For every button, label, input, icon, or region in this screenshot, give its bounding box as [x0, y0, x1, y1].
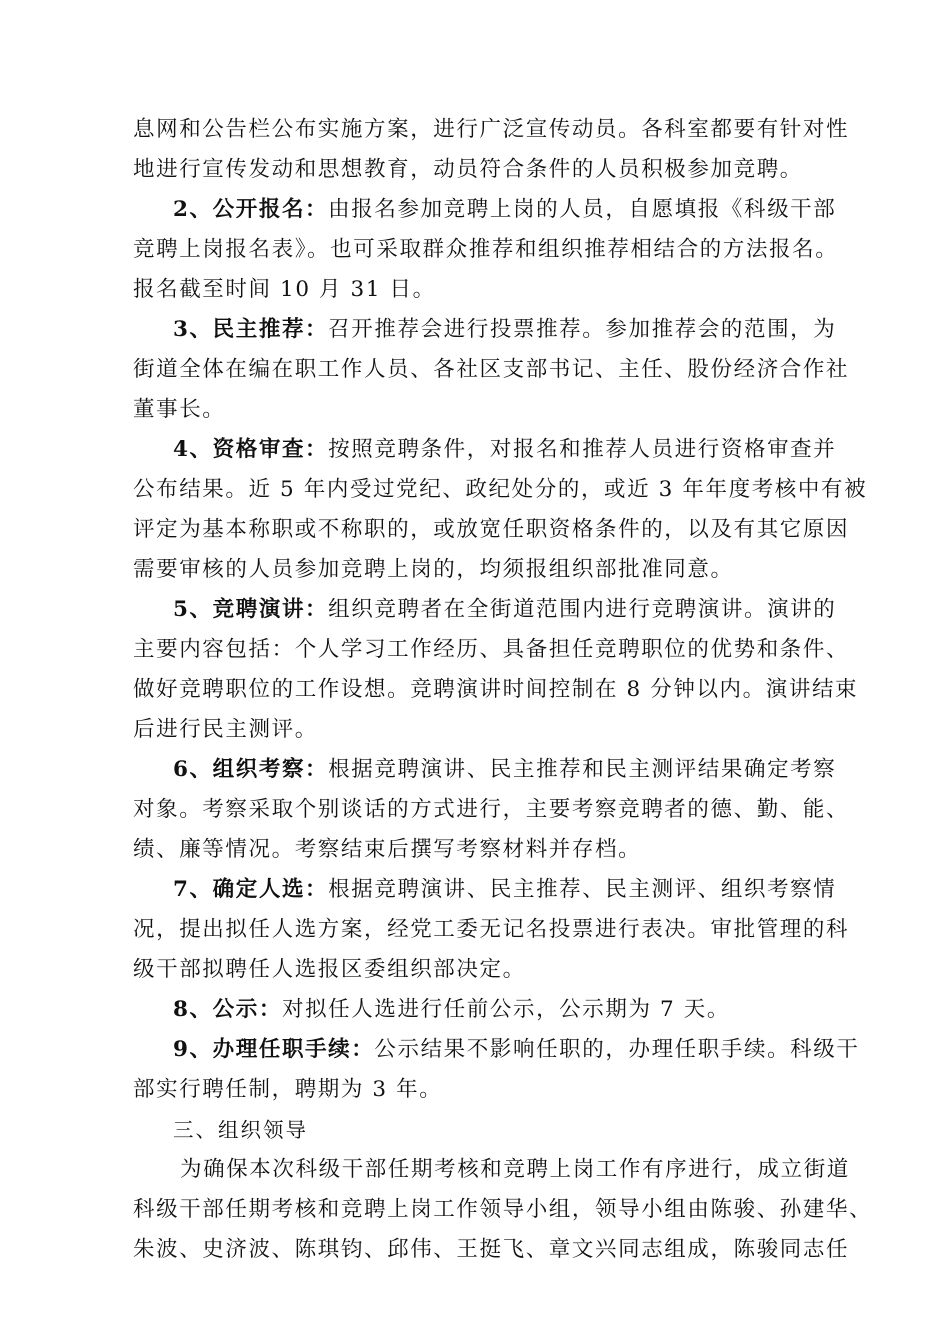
paragraph-line: 主要内容包括：个人学习工作经历、具备担任竞聘职位的优势和条件、	[133, 637, 850, 662]
paragraph-line: 公布结果。近 5 年内受过党纪、政纪处分的，或近 3 年年度考核中有被	[133, 477, 868, 502]
step-3-label: 3、民主推荐：	[173, 317, 329, 342]
step-5-line	[173, 590, 837, 630]
step-8-label: 8、公示：	[173, 997, 282, 1022]
step-7-line	[173, 870, 837, 910]
paragraph-line: 况，提出拟任人选方案，经党工委无记名投票进行表决。审批管理的科	[133, 917, 850, 942]
section-heading: 三、组织领导	[173, 1118, 308, 1142]
paragraph-line: 部实行聘任制，聘期为 3 年。	[133, 1077, 443, 1102]
paragraph-line: 息网和公告栏公布实施方案，进行广泛宣传动员。各科室都要有针对性	[133, 117, 850, 142]
step-6-text: 根据竞聘演讲、民主推荐和民主测评结果确定考察	[328, 757, 837, 782]
paragraph-line: 需要审核的人员参加竞聘上岗的，均须报组织部批准同意。	[133, 557, 734, 582]
paragraph-line: 董事长。	[133, 397, 226, 422]
paragraph-line: 级干部拟聘任人选报区委组织部决定。	[133, 957, 526, 982]
step-3-text: 召开推荐会进行投票推荐。参加推荐会的范围，为	[328, 317, 837, 342]
step-5-label: 5、竞聘演讲：	[173, 597, 329, 622]
step-9-line	[173, 1030, 860, 1070]
step-2-label: 2、公开报名：	[173, 197, 329, 222]
step-6-line	[173, 750, 837, 790]
paragraph-line: 报名截至时间 10 月 31 日。	[133, 277, 436, 302]
step-3-line	[173, 310, 837, 350]
step-7-text: 根据竞聘演讲、民主推荐、民主测评、组织考察情	[328, 877, 837, 902]
step-9-text: 公示结果不影响任职的，办理任职手续。科级干	[374, 1037, 860, 1062]
step-4-line	[173, 430, 837, 470]
paragraph-line: 为确保本次科级干部任期考核和竞聘上岗工作有序进行，成立街道	[180, 1157, 850, 1182]
step-4-text: 按照竞聘条件，对报名和推荐人员进行资格审查并	[328, 437, 837, 462]
paragraph-line: 竞聘上岗报名表》。也可采取群众推荐和组织推荐相结合的方法报名。	[133, 237, 839, 262]
paragraph-line: 后进行民主测评。	[133, 717, 318, 742]
step-4-label: 4、资格审查：	[173, 437, 329, 462]
step-2-text: 由报名参加竞聘上岗的人员，自愿填报《科级干部	[328, 197, 837, 222]
step-2-line	[173, 190, 837, 230]
paragraph-line: 做好竞聘职位的工作设想。竞聘演讲时间控制在 8 分钟以内。演讲结束	[133, 677, 859, 702]
paragraph-line: 对象。考察采取个别谈话的方式进行，主要考察竞聘者的德、勤、能、	[133, 797, 850, 822]
step-9-label: 9、办理任职手续：	[173, 1037, 375, 1062]
paragraph-line: 街道全体在编在职工作人员、各社区支部书记、主任、股份经济合作社	[133, 357, 850, 382]
step-8-line	[173, 990, 833, 1030]
paragraph-line: 评定为基本称职或不称职的，或放宽任职资格条件的，以及有其它原因	[133, 517, 850, 542]
paragraph-line: 地进行宣传发动和思想教育，动员符合条件的人员积极参加竞聘。	[133, 157, 803, 182]
step-7-label: 7、确定人选：	[173, 877, 329, 902]
step-5-text: 组织竞聘者在全街道范围内进行竞聘演讲。演讲的	[328, 597, 837, 622]
paragraph-line: 科级干部任期考核和竞聘上岗工作领导小组，领导小组由陈骏、孙建华、	[133, 1197, 873, 1222]
paragraph-line: 绩、廉等情况。考察结束后撰写考察材料并存档。	[133, 837, 642, 862]
step-6-label: 6、组织考察：	[173, 757, 329, 782]
paragraph-line: 朱波、史济波、陈琪钧、邱伟、王挺飞、章文兴同志组成，陈骏同志任	[133, 1237, 850, 1262]
step-8-text: 对拟任人选进行任前公示，公示期为 7 天。	[281, 997, 730, 1022]
